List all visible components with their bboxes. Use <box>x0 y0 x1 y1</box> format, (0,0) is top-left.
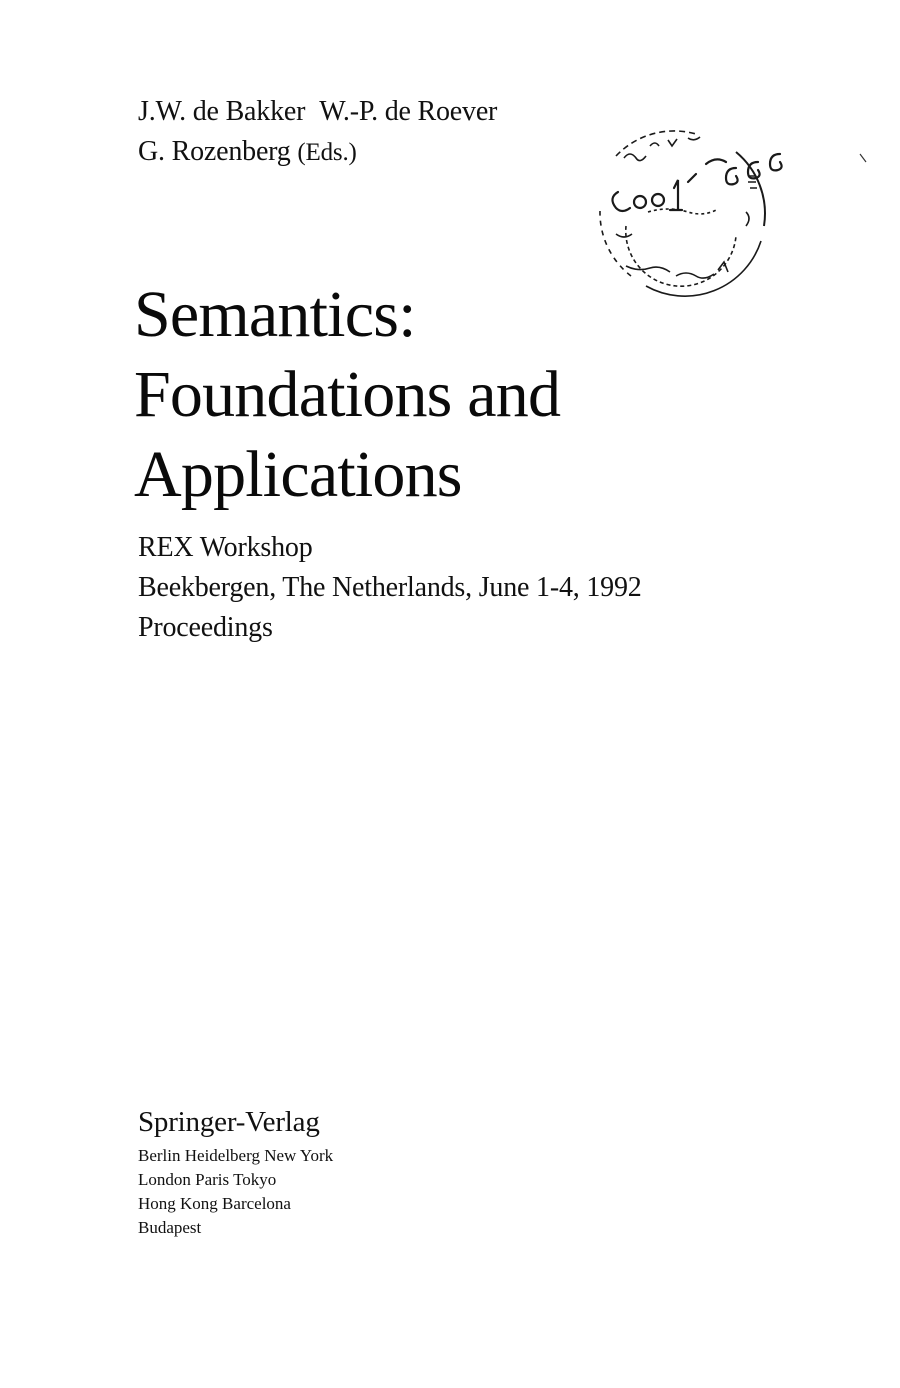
editors-line-1 <box>138 92 497 132</box>
title-line: Foundations and <box>134 358 561 431</box>
editors-line-2 <box>138 132 497 173</box>
workshop-name: REX Workshop <box>138 532 313 563</box>
library-stamp <box>586 116 786 306</box>
workshop-location-date: Beekbergen, The Netherlands, June 1-4, 1992 <box>138 572 642 603</box>
title-line: Applications <box>134 438 462 511</box>
book-title <box>134 275 560 515</box>
publisher-cities <box>138 1144 333 1240</box>
editor-name: J.W. de Bakker <box>138 96 306 127</box>
editor-name: W.-P. de Roever <box>319 96 498 127</box>
publisher-city-line: Budapest <box>138 1218 202 1237</box>
editors-block <box>138 92 497 173</box>
publisher-city-line: Berlin Heidelberg New York <box>138 1146 334 1165</box>
title-line: Semantics: <box>134 278 416 351</box>
publisher-city-line: London Paris Tokyo <box>138 1170 277 1189</box>
editors-role: (Eds.) <box>297 139 357 166</box>
subtitle-block <box>138 528 642 648</box>
publisher-name: Springer-Verlag <box>138 1106 320 1138</box>
ink-speck <box>858 152 868 164</box>
publisher-city-line: Hong Kong Barcelona <box>138 1194 291 1213</box>
editor-name: G. Rozenberg <box>138 136 291 167</box>
publisher-block <box>138 1102 333 1240</box>
proceedings-label: Proceedings <box>138 612 273 643</box>
